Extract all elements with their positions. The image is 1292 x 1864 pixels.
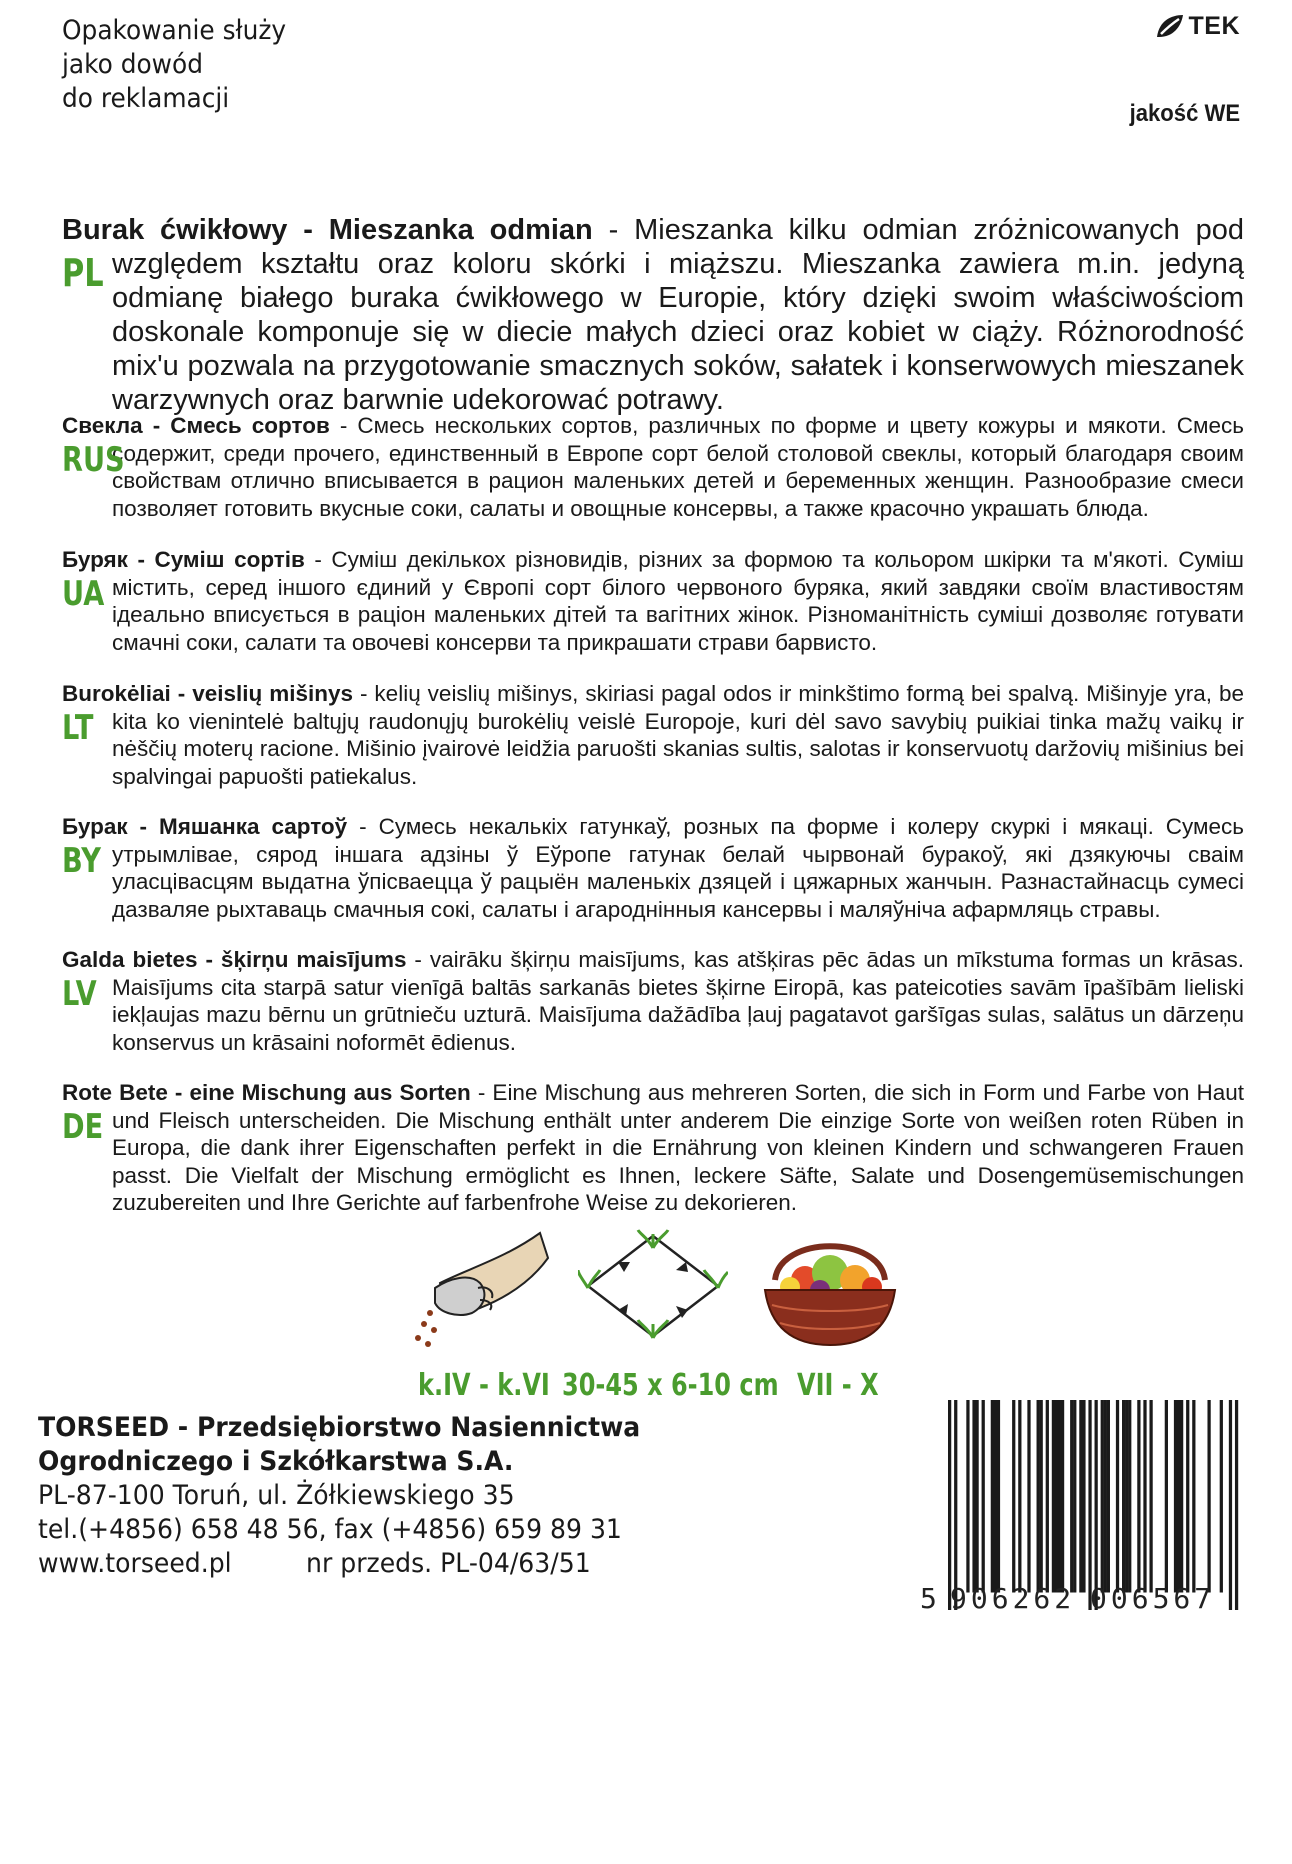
section-text: - Mieszanka kilku odmian zróżnicowanych pod względem kształtu oraz koloru skórki i miąższu. Mieszanka zawiera m.in. jedyną odmianę białego buraka ćwikłowego w Europie, który dzięki swoim właściwościom doskonale komponuje się w diecie małych dzieci oraz kobiet w ciąży. Różnorodność mix'u pozwala na przygotowanie smacznych soków, sałatek i konserwowych mieszanek warzywnych oraz barwnie udekorować potrawy.	[112, 214, 1244, 416]
quality-label: jakość WE	[1129, 100, 1240, 127]
barcode-bar	[1046, 1400, 1049, 1593]
barcode-bar	[1040, 1400, 1043, 1593]
barcode-bar	[966, 1400, 969, 1593]
barcode-left-group: 906262	[950, 1582, 1076, 1615]
barcode-bar	[1220, 1400, 1223, 1593]
barcode-bar	[1095, 1400, 1098, 1610]
barcode-bar	[1192, 1400, 1195, 1593]
barcode-bar	[1079, 1400, 1082, 1593]
description	[62, 1079, 1244, 1217]
section-lv	[62, 946, 1244, 1056]
barcode-bar	[1052, 1400, 1055, 1593]
barcode-bar	[1055, 1400, 1058, 1593]
barcode-bar	[1070, 1400, 1073, 1593]
barcode-bar	[991, 1400, 994, 1593]
description	[62, 213, 1244, 417]
barcode-right-group: 006567	[1090, 1582, 1216, 1615]
barcode-bar	[1027, 1400, 1030, 1593]
sowing-period-label: k.IV - k.VI	[418, 1368, 550, 1403]
barcode-bar	[1104, 1400, 1107, 1593]
section-de	[62, 1079, 1244, 1217]
sowing-hand-icon	[410, 1228, 550, 1353]
barcode-bar	[1101, 1400, 1104, 1593]
barcode-bar	[1088, 1400, 1091, 1610]
barcode-bar	[1186, 1400, 1189, 1593]
barcode-bar	[1125, 1400, 1128, 1593]
barcode-bar	[1128, 1400, 1131, 1593]
section-text: - Eine Mischung aus mehreren Sorten, die sich in Form und Farbe von Haut und Fleisch unterscheiden. Die Mischung enthält unter anderem Die einzige Sorte von weißen roten Rüben in Europa, die dank ihrer Eigenschaften perfekt in die Ernährung von kleinen Kindern und schwangeren Frauen passt. Die Vielfalt der Mischung ermöglicht es Ihnen, leckere Säfte, Salate und Dosengemüsemischungen zuzubereiten und Ihre Gerichte auf farbenfrohe Weise zu dekorieren.	[112, 1080, 1244, 1215]
harvest-period-label: VII - X	[797, 1368, 879, 1403]
company-name: TORSEED - Przedsiębiorstwo Nasiennictwa	[38, 1412, 641, 1443]
section-title: Galda bietes - šķirņu maisījums	[62, 947, 407, 972]
company-website[interactable]: www.torseed.pl	[38, 1548, 232, 1579]
section-by	[62, 813, 1244, 923]
section-rus	[62, 412, 1244, 522]
barcode-bar	[1229, 1400, 1232, 1610]
barcode-bar	[1116, 1400, 1119, 1593]
language-code: DE	[62, 1107, 104, 1147]
barcode-bar	[997, 1400, 1000, 1593]
barcode-bar	[1180, 1400, 1183, 1593]
company-web-row	[38, 1547, 640, 1581]
section-title: Буряк - Суміш сортів	[62, 547, 305, 572]
barcode-bar	[1073, 1400, 1076, 1593]
barcode-bar	[982, 1400, 985, 1593]
language-code: PL	[62, 251, 104, 295]
barcode-bar	[1165, 1400, 1168, 1593]
barcode-bar	[1174, 1400, 1177, 1593]
section-title: Бурак - Мяшанка сартоў	[62, 814, 348, 839]
company-address: PL-87-100 Toruń, ul. Żółkiewskiego 35	[38, 1480, 515, 1511]
notice-line: jako dowód	[62, 49, 203, 80]
barcode-first-digit: 5	[920, 1582, 937, 1615]
barcode-bar	[1137, 1400, 1140, 1593]
barcode-bar	[1149, 1400, 1152, 1593]
barcode	[920, 1400, 1250, 1610]
barcode-bar	[1082, 1400, 1085, 1593]
leaf-logo-icon	[1153, 13, 1185, 41]
barcode-bar	[1037, 1400, 1040, 1593]
brand-logo	[1153, 12, 1241, 41]
company-info	[38, 1411, 686, 1581]
barcode-bar	[1143, 1400, 1146, 1593]
language-code: UA	[62, 574, 105, 614]
company-phone: tel.(+4856) 658 48 56, fax (+4856) 659 89 31	[38, 1514, 622, 1545]
section-text: - kelių veislių mišinys, skiriasi pagal odos ir minkštimo formą bei spalvą. Mišinyje yra, be kita ko vienintelė baltųjų raudonųjų burokėlių veislė Europoje, kuri dėl savo savybių puikiai tinka mažų vaikų ir nėščių moterų racione. Mišinio įvairovė leidžia paruošti skanias sultis, salotas ir konservuotų daržovių mišinius bei spalvingai papuošti patiekalus.	[112, 681, 1244, 789]
barcode-bar	[972, 1400, 975, 1593]
barcode-bar	[1058, 1400, 1061, 1593]
barcode-bar	[954, 1400, 957, 1610]
barcode-bar	[1207, 1400, 1210, 1593]
barcode-bar	[1018, 1400, 1021, 1593]
spacing-label: 30-45 x 6-10 cm	[562, 1368, 779, 1403]
section-text: - vairāku šķirņu maisījums, kas atšķiras pēc ādas un mīkstuma formas un krāsas. Maisījums cita starpā satur vienīgā baltās sarkanās bietes šķirne Eiropā, kas pateicoties savām īpašībām lieliski iekļaujas mazu bērnu un grūtnieču uzturā. Maisījuma dažādība ļauj pagatavot garšīgas sulas, salātus un dārzeņu konservus un krāsaini noformēt ēdienus.	[112, 947, 1244, 1055]
language-code: LT	[62, 708, 94, 748]
barcode-bar	[1177, 1400, 1180, 1593]
notice-line: Opakowanie służy	[62, 15, 287, 46]
company-name-line2: Ogrodniczego i Szkółkarstwa S.A.	[38, 1446, 514, 1477]
section-ua	[62, 546, 1244, 656]
barcode-bar	[1122, 1400, 1125, 1593]
section-pl	[62, 213, 1244, 417]
notice-line: do reklamacji	[62, 83, 230, 114]
barcode-bar	[1235, 1400, 1238, 1610]
section-lt	[62, 680, 1244, 790]
brand-name: TEK	[1188, 12, 1240, 40]
language-code: RUS	[62, 440, 125, 480]
section-title: Burak ćwikłowy - Mieszanka odmian	[62, 214, 593, 246]
description	[62, 680, 1244, 790]
barcode-bar	[948, 1400, 951, 1610]
section-text: - Сумесь некалькіх гатункаў, розных па форме і колеру скуркі і мякаці. Сумесь утрымлівае, сярод іншага адзіны ў Еўропе гатунак белай чырвонай буракоў, які дзякуючы сваім уласцівасцям выдатна ўпісваецца ў рацыён маленькіх дзяцей і цяжарных жанчын. Разнастайнасць сумесі дазваляе рыхтаваць смачныя сокі, салаты і агароднінныя кансервы і маляўніча афармляць стравы.	[112, 814, 1244, 922]
section-title: Свекла - Смесь сортов	[62, 413, 330, 438]
barcode-bar	[1012, 1400, 1015, 1593]
language-code: LV	[62, 974, 97, 1014]
complaint-notice	[62, 14, 286, 116]
section-title: Burokėliai - veislių mišinys	[62, 681, 354, 706]
section-text: - Суміш декількох різновидів, різних за формою та кольором шкірки та м'якоті. Суміш містить, серед іншого єдиний у Європі сорт білого червоного буряка, який завдяки своїм властивостям ідеально вписується в раціон маленьких дітей та вагітних жінок. Різноманітність суміші дозволяє готувати смачні соки, салати та овочеві консерви та прикрашати страви барвисто.	[112, 547, 1244, 655]
barcode-bar	[1061, 1400, 1064, 1593]
description	[62, 546, 1244, 656]
plant-spacing-icon	[578, 1228, 728, 1353]
barcode-bar	[994, 1400, 997, 1593]
harvest-basket-icon	[760, 1225, 900, 1355]
description	[62, 813, 1244, 923]
language-code: BY	[62, 841, 101, 881]
description	[62, 412, 1244, 522]
barcode-bar	[1107, 1400, 1110, 1593]
registration-number: nr przeds. PL-04/63/51	[306, 1548, 591, 1579]
section-text: - Смесь нескольких сортов, различных по форме и цвету кожуры и мякоти. Смесь содержит, среди прочего, единственный в Европе сорт белой столовой свеклы, который благодаря своим свойствам отлично вписывается в рацион маленьких детей и беременных женщин. Разнообразие смеси позволяет готовить вкусные соки, салаты и овощные консервы, а также красочно украшать блюда.	[112, 413, 1244, 521]
barcode-bar	[975, 1400, 978, 1593]
section-title: Rote Bete - eine Mischung aus Sorten	[62, 1080, 471, 1105]
description	[62, 946, 1244, 1056]
